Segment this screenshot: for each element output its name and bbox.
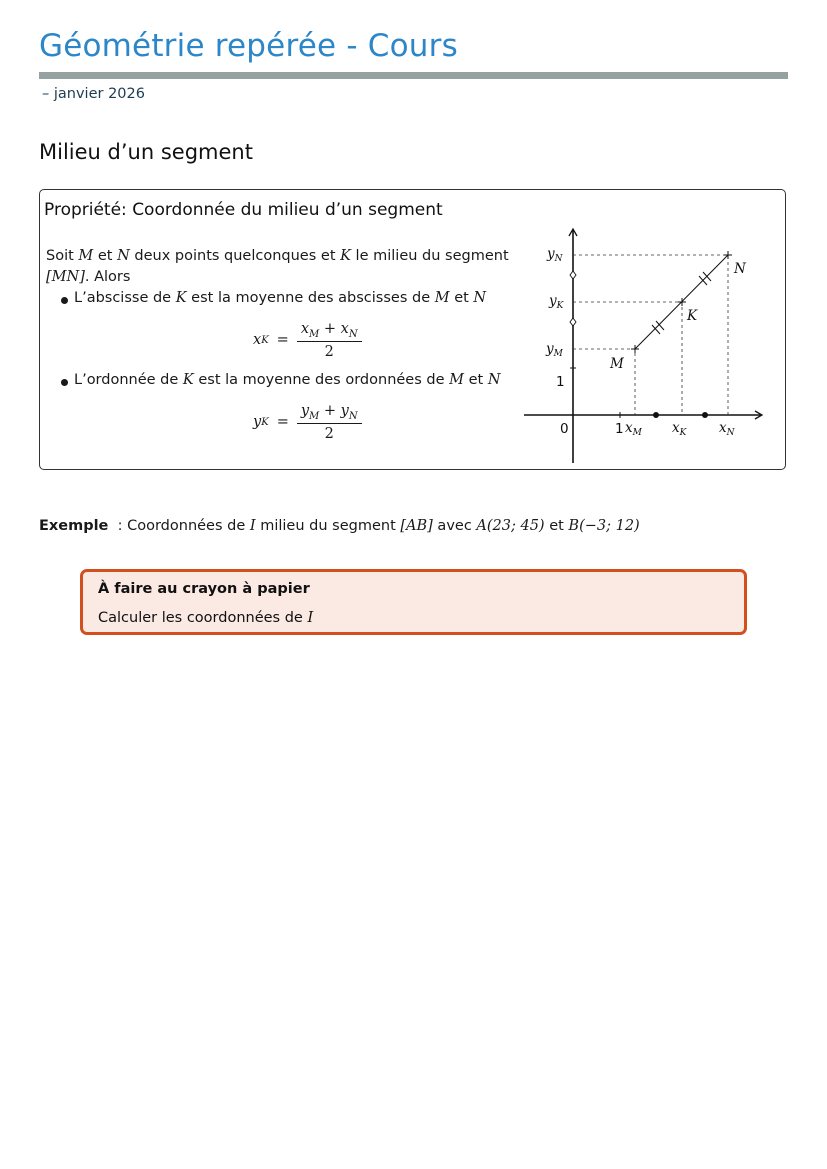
point-label-m: M [610,356,624,372]
point-label-n: N [734,261,746,277]
x-axis-dot [702,412,708,418]
y-axis-diamond [570,318,576,326]
section-title: Milieu d’un segment [39,140,253,164]
formula-abscissa: x K = $\frac{x_M + x_N}{2}$ [253,321,362,360]
x-label-n: $x_N$ [719,420,735,438]
origin-label: 0 [560,421,569,437]
bullet-abscissa: L’abscisse de K est la moyenne des abscisses de M et N [74,290,487,306]
y-label-n: $y_N$ [547,246,563,264]
date: – janvier 2026 [42,86,145,102]
y-label-m: $y_M$ [546,341,563,359]
task-text: Calculer les coordonnées de I [98,610,314,626]
axis-ticks [570,368,620,418]
x-axis-dot [653,412,659,418]
page-title: Géométrie repérée - Cours [39,28,458,64]
y-label-k: $y_K$ [549,293,564,311]
y-unit-label: 1 [556,374,565,390]
x-unit-label: 1 [615,421,624,437]
bullet-ordinate: L’ordonnée de K est la moyenne des ordonnées de M et N [74,372,501,388]
task-box [80,569,747,635]
midpoint-graph [516,216,776,466]
y-axis-diamond [570,271,576,279]
property-intro: Soit M et N deux points quelconques et K le milieu du segment [MN]. Alors [46,248,509,285]
x-label-m: $x_M$ [625,420,642,438]
point-label-k: K [687,308,698,324]
example: Exemple : Coordonnées de I milieu du segment [AB] avec A(23; 45) et B(−3; 12) [39,518,640,534]
property-title: Propriété: Coordonnée du milieu d’un segment [44,200,443,220]
formula-ordinate: y K = $\frac{y_M + y_N}{2}$ [253,403,362,442]
x-label-k: $x_K$ [672,420,687,438]
task-title: À faire au crayon à papier [98,581,310,597]
title-rule [39,72,788,79]
property-box [39,189,786,470]
